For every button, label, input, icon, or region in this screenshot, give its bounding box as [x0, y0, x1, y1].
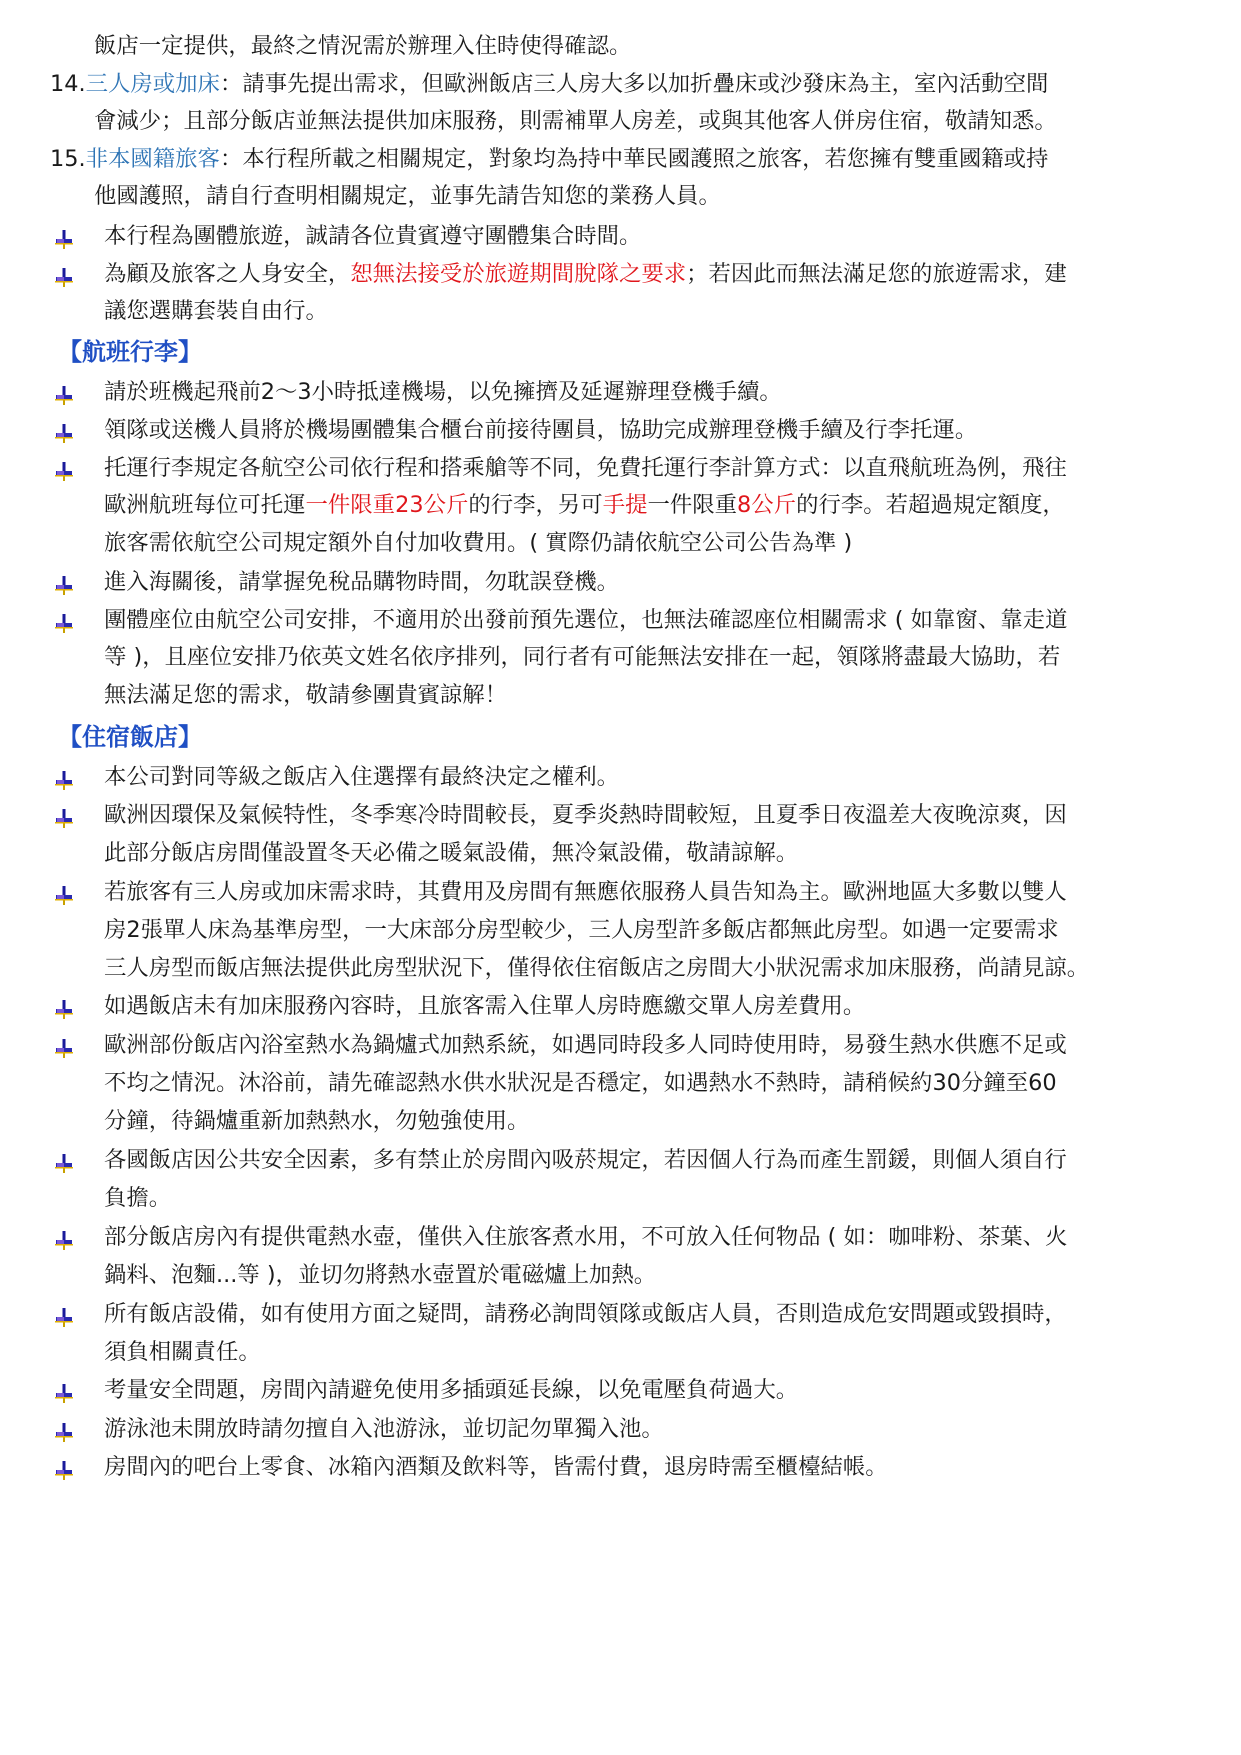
- pushpin-bullet-icon: [53, 1306, 75, 1328]
- pushpin-bullet-icon: [53, 1382, 75, 1404]
- bullet-item: 請於班機起飛前2～3小時抵達機場，以免擁擠及延遲辦理登機手續。: [104, 379, 782, 405]
- bullet-item: 部分飯店房內有提供電熱水壺，僅供入住旅客煮水用，不可放入任何物品 ( 如：咖啡粉、茶葉、火: [104, 1224, 1068, 1250]
- pushpin-bullet-icon: [53, 1229, 75, 1251]
- bullet-item-continued: 三人房型而飯店無法提供此房型狀況下，僅得依住宿飯店之房間大小狀況需求加床服務，尚請見諒。: [104, 955, 1090, 981]
- section-heading-hotel: 【住宿飯店】: [58, 723, 202, 751]
- item-14-line-2: 會減少；且部分飯店並無法提供加床服務，則需補單人房差，或與其他客人併房住宿，敬請知悉。: [94, 108, 1057, 134]
- bullet-item-continued: 議您選購套裝自由行。: [104, 298, 328, 324]
- pushpin-bullet-icon: [53, 422, 75, 444]
- bullet-item: 房間內的吧台上零食、冰箱內酒類及飲料等，皆需付費，退房時需至櫃檯結帳。: [104, 1454, 888, 1480]
- pushpin-bullet-icon: [53, 1037, 75, 1059]
- bullet-item: 如遇飯店未有加床服務內容時，且旅客需入住單人房時應繳交單人房差費用。: [104, 993, 866, 1019]
- bullet-item: 本公司對同等級之飯店入住選擇有最終決定之權利。: [104, 764, 619, 790]
- bullet-item: 托運行李規定各航空公司依行程和搭乘艙等不同，免費托運行李計算方式：以直飛航班為例，飛往: [104, 455, 1067, 481]
- pushpin-bullet-icon: [53, 807, 75, 829]
- bullet-item: 所有飯店設備，如有使用方面之疑問，請務必詢問領隊或飯店人員，否則造成危安問題或毀損時，: [104, 1301, 1067, 1327]
- numbered-item-15: 15.非本國籍旅客：本行程所載之相關規定，對象均為持中華民國護照之旅客，若您擁有雙重國籍或持: [50, 146, 1049, 172]
- pushpin-bullet-icon: [53, 1152, 75, 1174]
- bullet-item-continued: 分鐘，待鍋爐重新加熱熱水，勿勉強使用。: [104, 1108, 530, 1134]
- bullet-item: 領隊或送機人員將於機場團體集合櫃台前接待團員，協助完成辦理登機手續及行李托運。: [104, 417, 978, 443]
- bullet-item-continued: 無法滿足您的需求，敬請參團貴賓諒解！: [104, 682, 508, 708]
- item-title: 非本國籍旅客: [85, 146, 220, 172]
- bullet-item: 團體座位由航空公司安排，不適用於出發前預先選位，也無法確認座位相關需求 ( 如靠窗、靠走道: [104, 607, 1068, 633]
- bullet-item-continued: 負擔。: [104, 1185, 172, 1211]
- pushpin-bullet-icon: [53, 769, 75, 791]
- item-title: 三人房或加床: [85, 71, 220, 97]
- pushpin-bullet-icon: [53, 998, 75, 1020]
- pushpin-bullet-icon: [53, 574, 75, 596]
- bullet-item-continued: 須負相關責任。: [104, 1339, 261, 1365]
- bullet-item: 考量安全問題，房間內請避免使用多插頭延長線，以免電壓負荷過大。: [104, 1377, 799, 1403]
- bullet-item: 歐洲因環保及氣候特性，冬季寒冷時間較長，夏季炎熱時間較短，且夏季日夜溫差大夜晚涼爽，因: [104, 802, 1067, 828]
- pushpin-bullet-icon: [53, 1459, 75, 1481]
- bullet-item-continued: 旅客需依航空公司規定額外自付加收費用。( 實際仍請依航空公司公告為準 ): [104, 530, 853, 556]
- numbered-item-14: 14.三人房或加床：請事先提出需求，但歐洲飯店三人房大多以加折疊床或沙發床為主，室內活動空間: [50, 71, 1049, 97]
- bullet-item: 進入海關後，請掌握免稅品購物時間，勿耽誤登機。: [104, 569, 619, 595]
- pushpin-bullet-icon: [53, 384, 75, 406]
- bullet-item: 歐洲部份飯店內浴室熱水為鍋爐式加熱系統，如遇同時段多人同時使用時，易發生熱水供應不足或: [104, 1032, 1067, 1058]
- pushpin-bullet-icon: [53, 884, 75, 906]
- pushpin-bullet-icon: [53, 460, 75, 482]
- section-heading-flight: 【航班行李】: [58, 338, 202, 366]
- bullet-item-continued: 歐洲航班每位可托運一件限重23公斤的行李，另可手提一件限重8公斤的行李。若超過規定額度，: [104, 492, 1065, 518]
- bullet-item-continued: 等 )，且座位安排乃依英文姓名依序排列，同行者有可能無法安排在一起，領隊將盡最大協助，若: [104, 644, 1061, 670]
- bullet-item-continued: 房2張單人床為基準房型，一大床部分房型較少，三人房型許多飯店都無此房型。如遇一定要需求: [104, 917, 1059, 943]
- bullet-item-continued: 不均之情況。沐浴前，請先確認熱水供水狀況是否穩定，如遇熱水不熱時，請稍候約30分鐘至60: [104, 1070, 1057, 1096]
- bullet-item: 游泳池未開放時請勿擅自入池游泳，並切記勿單獨入池。: [104, 1416, 664, 1442]
- pushpin-bullet-icon: [53, 228, 75, 250]
- bullet-item: 本行程為團體旅遊，誠請各位貴賓遵守團體集合時間。: [104, 223, 642, 249]
- continuation-line: 飯店一定提供，最終之情況需於辦理入住時使得確認。: [94, 33, 632, 59]
- pushpin-bullet-icon: [53, 1421, 75, 1443]
- bullet-item: 若旅客有三人房或加床需求時，其費用及房間有無應依服務人員告知為主。歐洲地區大多數以雙人: [104, 879, 1067, 905]
- pushpin-bullet-icon: [53, 612, 75, 634]
- bullet-item: 各國飯店因公共安全因素，多有禁止於房間內吸菸規定，若因個人行為而產生罰鍰，則個人須自行: [104, 1147, 1067, 1173]
- item-15-line-2: 他國護照，請自行查明相關規定，並事先請告知您的業務人員。: [94, 183, 721, 209]
- pushpin-bullet-icon: [53, 266, 75, 288]
- bullet-item: 為顧及旅客之人身安全，恕無法接受於旅遊期間脫隊之要求；若因此而無法滿足您的旅遊需求，建: [104, 261, 1067, 287]
- bullet-item-continued: 此部分飯店房間僅設置冬天必備之暖氣設備，無冷氣設備，敬請諒解。: [104, 840, 799, 866]
- bullet-item-continued: 鍋料、泡麵...等 )，並切勿將熱水壺置於電磁爐上加熱。: [104, 1262, 657, 1288]
